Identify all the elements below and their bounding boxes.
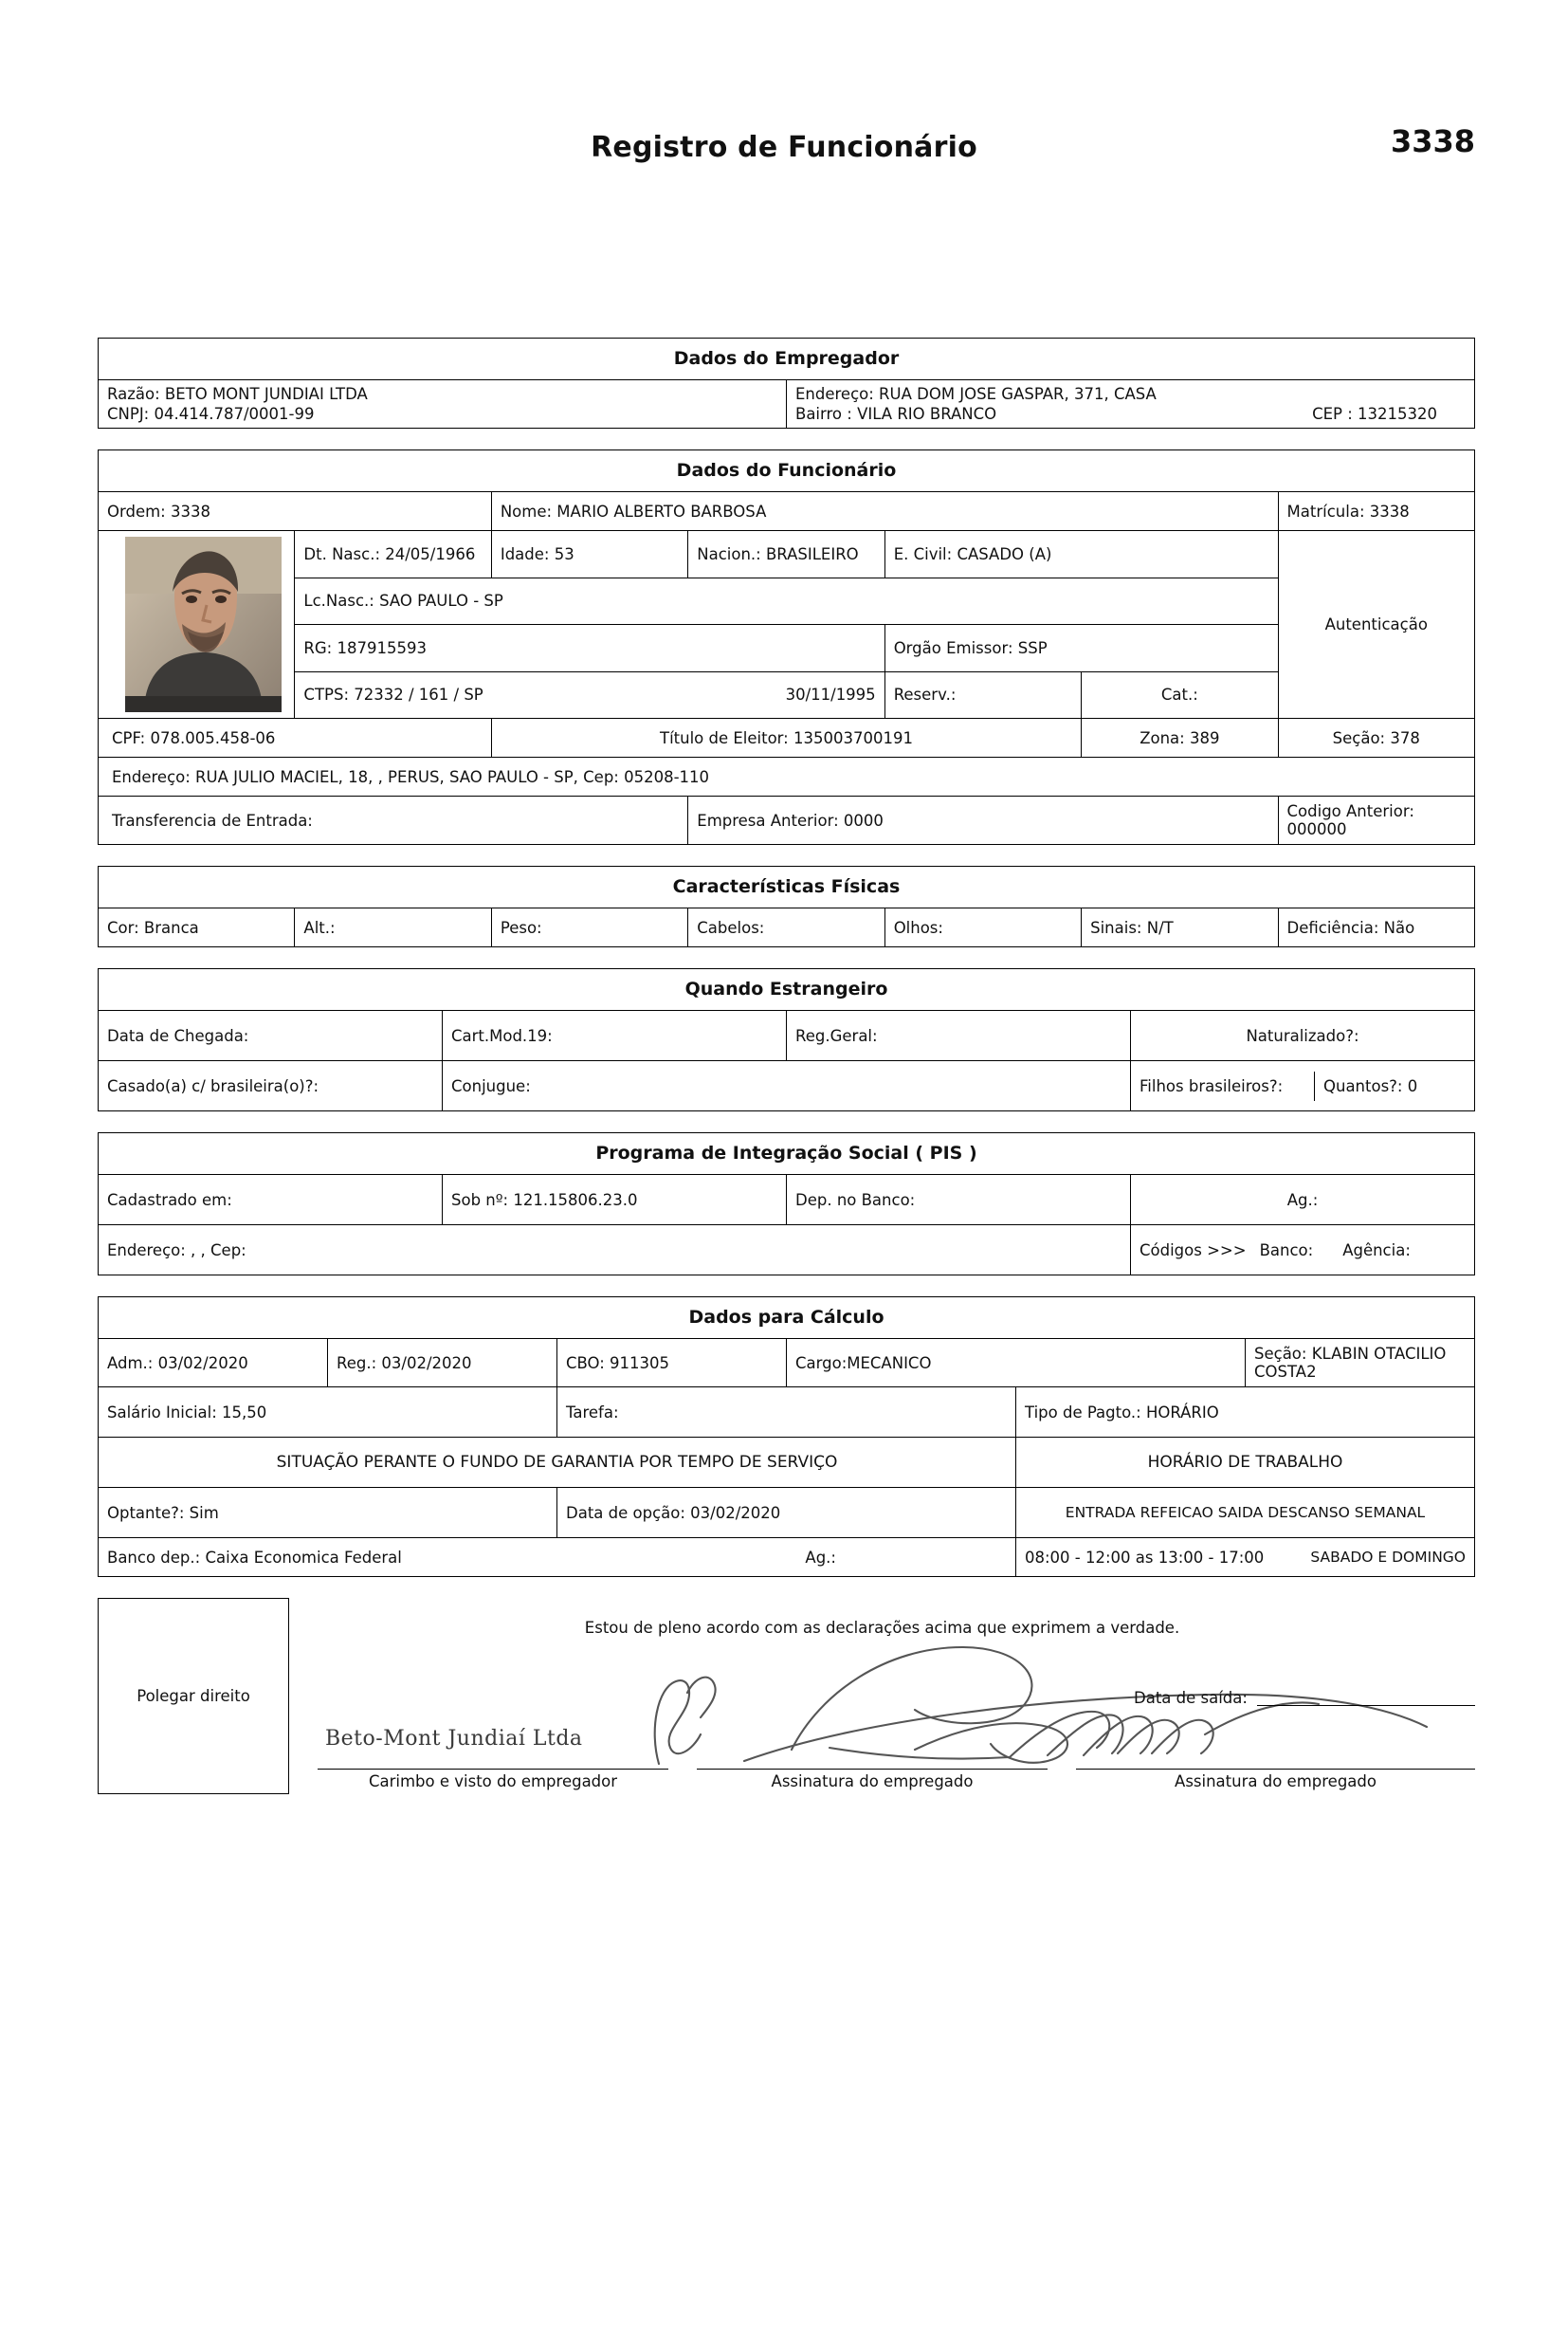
- estrangeiro-naturalizado: Naturalizado?:: [1131, 1011, 1475, 1061]
- calculo-horario-cols: ENTRADA REFEICAO SAIDA DESCANSO SEMANAL: [1016, 1488, 1475, 1538]
- employee-signature-slot-2: [1076, 1769, 1475, 1790]
- calculo-horario-title: HORÁRIO DE TRABALHO: [1016, 1438, 1475, 1488]
- fisicas-cor: Cor: Branca: [99, 908, 295, 947]
- section-signatures: [98, 1598, 1475, 1794]
- section-foreigner: [98, 968, 1475, 1111]
- employer-endereco: Endereço: RUA DOM JOSE GASPAR, 371, CASA: [795, 385, 1157, 403]
- employee-idade: Idade: 53: [491, 531, 687, 578]
- section-calculo: [98, 1296, 1475, 1577]
- pis-sob-no: Sob nº: 121.15806.23.0: [443, 1175, 787, 1225]
- calculo-banco-dep: Banco dep.: Caixa Economica Federal: [107, 1548, 402, 1567]
- employee-ctps-data: 30/11/1995: [785, 686, 876, 705]
- employee-matricula: Matrícula: 3338: [1278, 492, 1474, 531]
- employer-bairro: Bairro : VILA RIO BRANCO: [795, 405, 997, 423]
- employee-autenticacao: Autenticação: [1278, 531, 1474, 719]
- exit-date-label: Data de saída:: [1134, 1689, 1248, 1707]
- employee-cpf: CPF: 078.005.458-06: [99, 719, 492, 758]
- pis-agencia: Agência:: [1342, 1240, 1411, 1259]
- avatar: [125, 537, 282, 712]
- calculo-horario-valores: 08:00 - 12:00 as 13:00 - 17:00: [1025, 1548, 1265, 1567]
- fisicas-alt: Alt.:: [295, 908, 491, 947]
- document-number: 3338: [1390, 123, 1475, 159]
- pis-banco: Banco:: [1259, 1240, 1314, 1259]
- calculo-fgts-title: SITUAÇÃO PERANTE O FUNDO DE GARANTIA POR TEMPO DE SERVIÇO: [99, 1438, 1016, 1488]
- employee-rg: RG: 187915593: [295, 625, 884, 672]
- calculo-data-opcao: Data de opção: 03/02/2020: [557, 1488, 1016, 1538]
- calculo-cargo: Cargo:MECANICO: [787, 1339, 1246, 1387]
- stamp-signature-slot: [318, 1769, 668, 1790]
- pis-endereco: Endereço: , , Cep:: [99, 1225, 1131, 1275]
- calculo-adm: Adm.: 03/02/2020: [99, 1339, 328, 1387]
- section-physical: [98, 866, 1475, 947]
- employee-titulo-eleitor: Título de Eleitor: 135003700191: [491, 719, 1081, 758]
- employee-signature-slot-1: [697, 1769, 1048, 1790]
- employer-right: [787, 380, 1475, 429]
- section-title-employee: Dados do Funcionário: [99, 450, 1475, 492]
- employee-zona: Zona: 389: [1082, 719, 1278, 758]
- employer-cep: CEP : 13215320: [1312, 405, 1437, 423]
- section-title-pis: Programa de Integração Social ( PIS ): [99, 1133, 1475, 1175]
- stamp-signature-label: Carimbo e visto do empregador: [368, 1772, 618, 1790]
- calculo-optante: Optante?: Sim: [99, 1488, 557, 1538]
- section-pis: [98, 1132, 1475, 1275]
- employee-empresa-anterior: Empresa Anterior: 0000: [688, 797, 1278, 845]
- employee-ctps-cell: [295, 671, 884, 719]
- pis-codigos-cell: [1131, 1225, 1475, 1275]
- calculo-tarefa: Tarefa:: [557, 1387, 1016, 1438]
- calculo-descanso: SABADO E DOMINGO: [1310, 1549, 1466, 1566]
- calculo-cbo: CBO: 911305: [557, 1339, 787, 1387]
- pis-cadastrado: Cadastrado em:: [99, 1175, 443, 1225]
- employee-ordem: Ordem: 3338: [99, 492, 492, 531]
- fisicas-olhos: Olhos:: [884, 908, 1081, 947]
- employee-photo-cell: [99, 531, 295, 719]
- employee-lc-nasc: Lc.Nasc.: SAO PAULO - SP: [295, 578, 1278, 625]
- employer-stamp: [325, 1727, 583, 1751]
- section-title-calculo: Dados para Cálculo: [99, 1297, 1475, 1339]
- estrangeiro-casado-brasileira: Casado(a) c/ brasileira(o)?:: [99, 1061, 443, 1111]
- employee-registration-document: [0, 123, 1568, 2348]
- employer-left: [99, 380, 787, 429]
- handwritten-signature: [602, 1636, 1550, 1778]
- employer-stamp-text: Beto-Mont Jundiaí Ltda: [325, 1727, 583, 1751]
- employee-codigo-anterior: Codigo Anterior: 000000: [1278, 797, 1474, 845]
- calculo-banco-ag: Ag.:: [805, 1548, 836, 1567]
- section-employer: [98, 338, 1475, 429]
- calculo-salario: Salário Inicial: 15,50: [99, 1387, 557, 1438]
- pis-ag: Ag.:: [1131, 1175, 1475, 1225]
- estrangeiro-filhos: Filhos brasileiros?:: [1131, 1072, 1315, 1101]
- employer-razao: Razão: BETO MONT JUNDIAI LTDA: [107, 385, 368, 403]
- calculo-banco-cell: [99, 1538, 1016, 1577]
- estrangeiro-quantos: Quantos?: 0: [1323, 1076, 1418, 1095]
- exit-date-line: [1257, 1705, 1475, 1707]
- pis-codigos: Códigos >>>: [1140, 1240, 1247, 1259]
- employee-ctps: CTPS: 72332 / 161 / SP: [303, 686, 483, 705]
- fisicas-cabelos: Cabelos:: [688, 908, 884, 947]
- employee-reserv: Reserv.:: [884, 671, 1081, 719]
- fisicas-peso: Peso:: [491, 908, 687, 947]
- estrangeiro-cart-mod: Cart.Mod.19:: [443, 1011, 787, 1061]
- section-title-foreigner: Quando Estrangeiro: [99, 969, 1475, 1011]
- fingerprint-label: Polegar direito: [137, 1687, 250, 1705]
- estrangeiro-reg-geral: Reg.Geral:: [787, 1011, 1131, 1061]
- employee-signature-label-1: Assinatura do empregado: [771, 1772, 974, 1790]
- estrangeiro-conjugue: Conjugue:: [443, 1061, 1131, 1111]
- document-body: [98, 338, 1475, 1815]
- employee-estado-civil: E. Civil: CASADO (A): [884, 531, 1278, 578]
- employee-endereco: Endereço: RUA JULIO MACIEL, 18, , PERUS, SAO PAULO - SP, Cep: 05208-110: [99, 758, 1475, 797]
- section-title-employer: Dados do Empregador: [99, 339, 1475, 380]
- pis-dep-banco: Dep. no Banco:: [787, 1175, 1131, 1225]
- employee-orgao-emissor: Orgão Emissor: SSP: [884, 625, 1278, 672]
- employee-transferencia: Transferencia de Entrada:: [99, 797, 688, 845]
- page-title: Registro de Funcionário: [591, 131, 977, 164]
- fingerprint-box: [98, 1598, 289, 1794]
- employee-nacion: Nacion.: BRASILEIRO: [688, 531, 884, 578]
- fisicas-deficiencia: Deficiência: Não: [1278, 908, 1474, 947]
- agreement-text: Estou de pleno acordo com as declarações acima que exprimem a verdade.: [584, 1619, 1180, 1637]
- calculo-reg: Reg.: 03/02/2020: [328, 1339, 557, 1387]
- employee-signature-label-2: Assinatura do empregado: [1175, 1772, 1377, 1790]
- section-employee: [98, 449, 1475, 845]
- employer-cnpj: CNPJ: 04.414.787/0001-99: [107, 405, 315, 423]
- employee-secao: Seção: 378: [1278, 719, 1474, 758]
- document-header: [0, 123, 1568, 164]
- employee-cat: Cat.:: [1082, 671, 1278, 719]
- calculo-secao: Seção: KLABIN OTACILIO COSTA2: [1246, 1339, 1475, 1387]
- calculo-tipo-pagto: Tipo de Pagto.: HORÁRIO: [1016, 1387, 1475, 1438]
- section-title-physical: Características Físicas: [99, 867, 1475, 908]
- fisicas-sinais: Sinais: N/T: [1082, 908, 1278, 947]
- employee-dt-nasc: Dt. Nasc.: 24/05/1966: [295, 531, 491, 578]
- employee-nome: Nome: MARIO ALBERTO BARBOSA: [491, 492, 1278, 531]
- estrangeiro-data-chegada: Data de Chegada:: [99, 1011, 443, 1061]
- calculo-horario-valores-cell: [1016, 1538, 1475, 1577]
- estrangeiro-filhos-cell: [1131, 1061, 1475, 1111]
